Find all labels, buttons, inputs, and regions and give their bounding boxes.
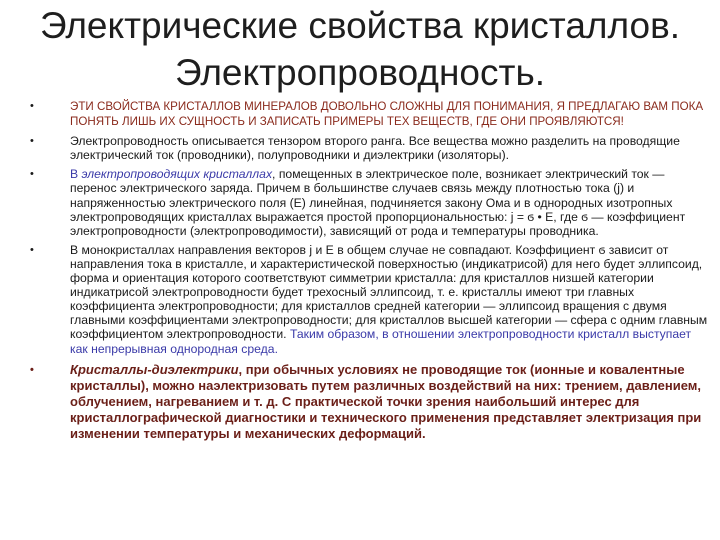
intro-caps-text: ЭТИ СВОЙСТВА КРИСТАЛЛОВ МИНЕРАЛОВ ДОВОЛЬНО СЛОЖНЫ ДЛЯ ПОНИМАНИЯ, Я ПРЕДЛАГАЮ ВАМ ПОКА ПОНЯТЬ ЛИШЬ ИХ СУЩНОСТЬ И ЗАПИСАТЬ ПРИМЕРЫ ТЕХ ВЕЩЕСТВ, ГДЕ ОНИ ПРОЯВЛЯЮТСЯ! (70, 100, 704, 129)
title-line-2: Электропроводность. (174, 52, 546, 93)
monocrystals-summary-link: Таким образом, в отношении электропроводности кристалл выступает как непрерывная однородная среда. (70, 327, 692, 356)
dielectrics-text: , при обычных условиях не проводящие ток (ионные и ковалентные кристаллы), можно наэлектризовать путем различных воздействий на них: трением, давлением, облучением, нагреванием и т. д. С практической точки зрения наибольший интерес для кристаллографической диагностики и технического применения представляет электризация при изменении температуры и механических деформаций. (70, 361, 702, 441)
conducting-crystals-text: , помещенных в электрическое поле, возникает электрический ток — перенос электрического заряда. Причем в большинстве случаев связь между плотностью тока (j) и напряженностью электрического поля (Е) линейная, подчиняется закону Ома и в однородных изотропных электропроводящих кристаллах выражается простой пропорциональностью: j = ϭ • Е, где ϭ — коэффициент электропроводности (электропроводимости), зависящий от рода и температуры проводника. (70, 167, 686, 238)
bullet-item-monocrystals (22, 243, 712, 356)
dielectrics-term: Кристаллы-диэлектрики (70, 361, 239, 377)
title-line-1: Электрические свойства кристаллов. (39, 5, 681, 46)
bullet-list (22, 99, 712, 447)
bullet-item-conducting-crystals (22, 167, 712, 237)
bullet-dot-icon: • (30, 168, 34, 181)
conducting-prefix: В (70, 167, 82, 182)
monocrystals-text: В монокристаллах направления векторов j и Е в общем случае не совпадают. Коэффициент ϭ зависит от направления тока в кристалле, и характеристической поверхностью (индикатрисой) для него будет эллипсоид, форма и ориентация которого соответствуют симметрии кристалла: для кристаллов низшей категории индикатрисой электропроводности будет трехосный эллипсоид, т. е. кристаллы имеют три главных коэффициента электропроводности; для кристаллов средней категории — эллипсоид вращения с двумя главными коэффициентами электропроводности; для кристаллов высшей категории — сфера с одним главным коэффициентом электропроводности. (70, 242, 708, 342)
bullet-item-dielectrics (22, 362, 712, 442)
bullet-dot-icon: • (30, 243, 34, 256)
bullet-dot-icon: • (30, 100, 34, 112)
bullet-item-conductivity-tensor (22, 134, 712, 162)
bullet-dot-icon: • (30, 135, 34, 148)
bullet-dot-icon: • (30, 363, 34, 376)
conductivity-tensor-text: Электропроводность описывается тензором второго ранга. Все вещества можно разделить на проводящие электрический ток (проводники), полупроводники и диэлектрики (изоляторы). (70, 134, 680, 163)
conducting-crystals-link[interactable]: электропроводящих кристаллах (81, 167, 273, 182)
slide-title (0, 2, 720, 96)
bullet-item-intro (22, 99, 712, 129)
